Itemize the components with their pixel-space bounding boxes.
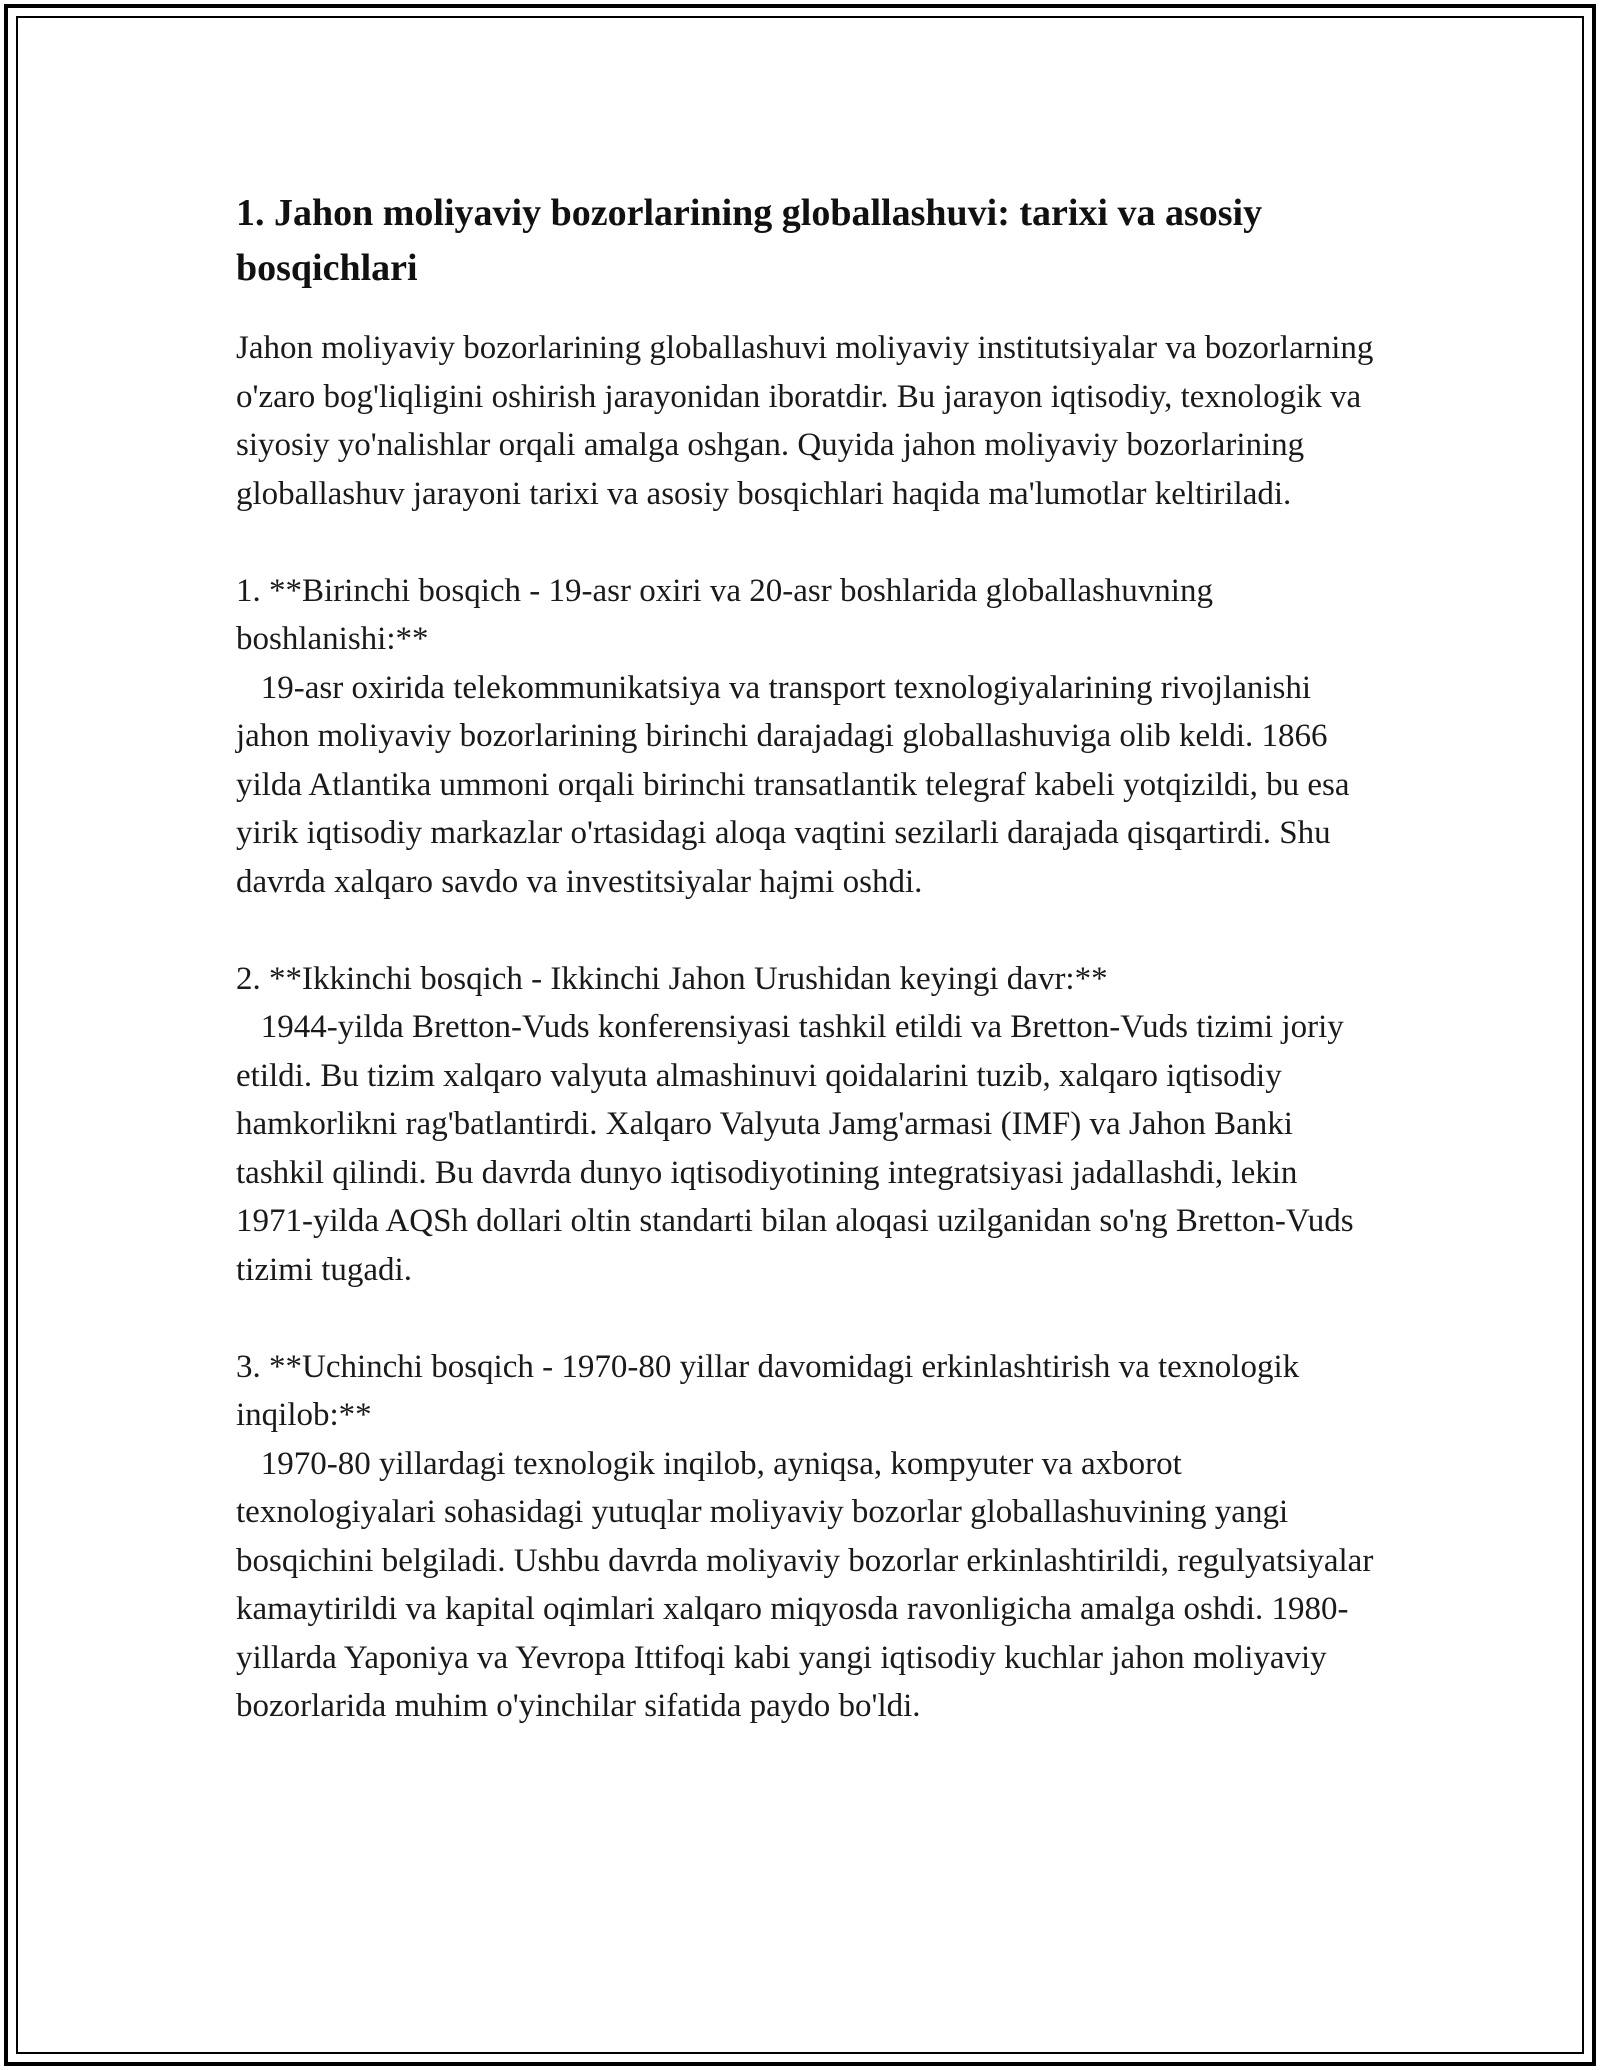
section-1-title: 1. **Birinchi bosqich - 19-asr oxiri va 20-asr boshlarida globallashuvning boshlanishi:** — [236, 572, 1222, 657]
spacer — [236, 1294, 1376, 1343]
section-3-title: 3. **Uchinchi bosqich - 1970-80 yillar davomidagi erkinlashtirish va texnologik inqilob:** — [236, 1348, 1308, 1433]
section-2-body: 1944-yilda Bretton-Vuds konferensiyasi tashkil etildi va Bretton-Vuds tizimi joriy etildi. Bu tizim xalqaro valyuta almashinuvi qoidalarini tuzib, xalqaro iqtisodiy hamkorlikni rag'batlantirdi. Xalqaro Valyuta Jamg'armasi (IMF) va Jahon Banki tashkil qilindi. Bu davrda dunyo iqtisodiyotining integratsiyasi jadallashdi, lekin 1971-yilda AQSh dollari oltin standarti bilan aloqasi uzilganidan so'ng Bretton-Vuds tizimi tugadi. — [236, 1009, 1362, 1288]
document-heading: 1. Jahon moliyaviy bozorlarining globallashuvi: tarixi va asosiy bosqichlari — [236, 192, 1263, 289]
section-2-title: 2. **Ikkinchi bosqich - Ikkinchi Jahon Urushidan keyingi davr:** — [236, 960, 1108, 997]
section-3-body: 1970-80 yillardagi texnologik inqilob, ayniqsa, kompyuter va axborot texnologiyalari sohasidagi yutuqlar moliyaviy bozorlar globallashuvining yangi bosqichini belgiladi. Ushbu davrda moliyaviy bozorlar erkinlashtirildi, regulyatsiyalar kamaytirildi va kapital oqimlari xalqaro miqyosda ravonligicha amalga oshdi. 1980-yillarda Yaponiya va Yevropa Ittifoqi kabi yangi iqtisodiy kuchlar jahon moliyaviy bozorlarida muhim o'yinchilar sifatida paydo bo'ldi. — [236, 1445, 1382, 1724]
document-body — [236, 186, 1382, 1731]
intro-paragraph: Jahon moliyaviy bozorlarining globallashuvi moliyaviy institutsiyalar va bozorlarning o'zaro bog'liqligini oshirish jarayonidan iboratdir. Bu jarayon iqtisodiy, texnologik va siyosiy yo'nalishlar orqali amalga oshgan. Quyida jahon moliyaviy bozorlarining globallashuv jarayoni tarixi va asosiy bosqichlari haqida ma'lumotlar keltiriladi. — [236, 330, 1382, 512]
spacer — [236, 906, 1376, 955]
spacer — [236, 518, 1376, 567]
section-1-body: 19-asr oxirida telekommunikatsiya va transport texnologiyalarining rivojlanishi jahon moliyaviy bozorlarining birinchi darajadagi globallashuviga olib keldi. 1866 yilda Atlantika ummoni orqali birinchi transatlantik telegraf kabeli yotqizildi, bu esa yirik iqtisodiy markazlar o'rtasidagi aloqa vaqtini sezilarli darajada qisqartirdi. Shu davrda xalqaro savdo va investitsiyalar hajmi oshdi. — [236, 669, 1358, 900]
